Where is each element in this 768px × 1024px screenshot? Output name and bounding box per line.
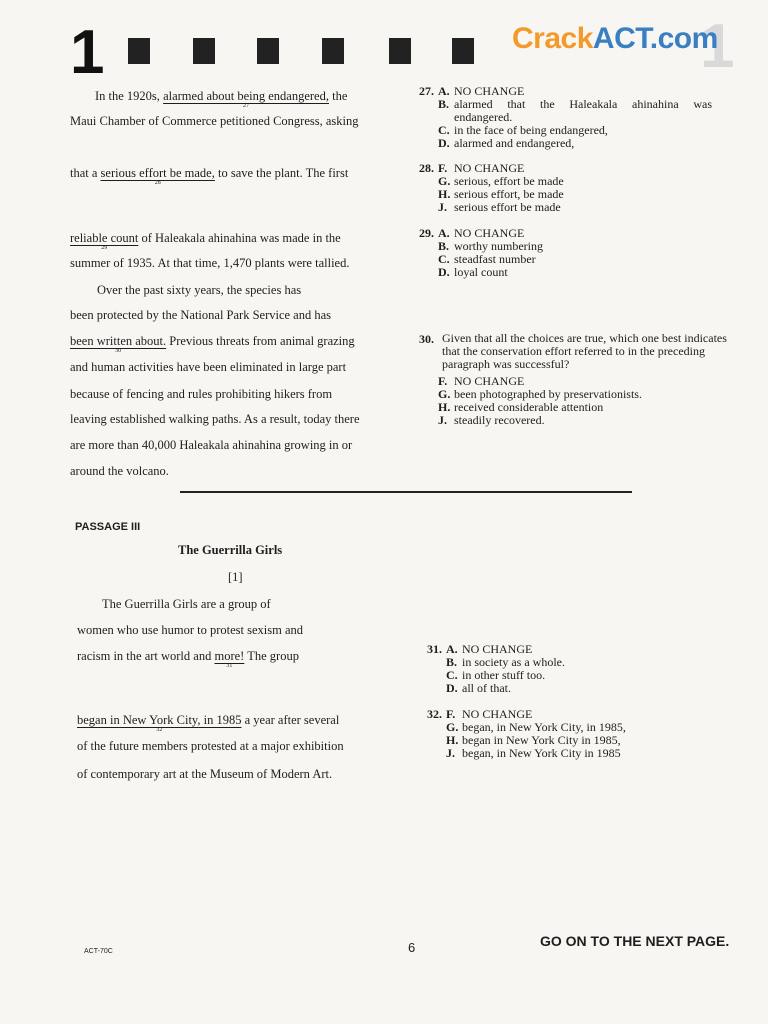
passage-line: The Guerrilla Girls are a group of [102, 597, 271, 611]
passage-line: of contemporary art at the Museum of Modern Art. [77, 767, 333, 781]
answer-choice[interactable]: serious effort, be made [454, 187, 564, 201]
answer-choice[interactable]: steadily recovered. [454, 413, 545, 427]
question-28: 28. F. NO CHANGE G. serious, effort be made H. serious effort, be made J. serious effort be made [412, 162, 712, 214]
answer-choice[interactable]: began, in New York City in 1985 [462, 746, 621, 760]
passage-line: Maui Chamber of Commerce petitioned Congress, asking [70, 114, 359, 128]
question-ref-number: 31 [226, 663, 233, 669]
section-number: 1 [70, 18, 105, 87]
passage-line: reliable count 29 of Haleakala ahinahina was made in the [70, 231, 341, 251]
underlined-portion-32: began in New York City, in 1985 32 [77, 713, 242, 733]
section-marker-square [452, 38, 474, 64]
passage-line: of the future members protested at a major exhibition [77, 739, 344, 753]
answer-choice[interactable]: received considerable attention [454, 400, 604, 414]
passage-line: leaving established walking paths. As a result, today there [70, 412, 360, 426]
question-31: 31. A. NO CHANGE B. in society as a whole. C. in other stuff too. D. all of that. [420, 643, 720, 695]
passage-line: summer of 1935. At that time, 1,470 plants were tallied. [70, 256, 350, 270]
question-ref-number: 30 [115, 348, 122, 354]
passage-line: racism in the art world and more! 31 The group [77, 649, 299, 669]
watermark-number: 1 [700, 12, 735, 81]
answer-choice[interactable]: alarmed and endangered, [454, 136, 575, 150]
answer-choice[interactable]: steadfast number [454, 252, 536, 266]
page-number: 6 [408, 940, 416, 955]
passage-line: In the 1920s, alarmed about being endangered, 27 the [95, 89, 348, 109]
passage-line: around the volcano. [70, 464, 169, 478]
answer-choice[interactable]: NO CHANGE [462, 642, 533, 656]
answer-choice[interactable]: NO CHANGE [454, 161, 525, 175]
passage-line: are more than 40,000 Haleakala ahinahina growing in or [70, 438, 353, 452]
underlined-portion-31: more! 31 [214, 649, 245, 669]
answer-choice[interactable]: worthy numbering [454, 239, 543, 253]
passage-line: women who use humor to protest sexism and [77, 623, 304, 637]
answer-choice[interactable]: serious, effort be made [454, 174, 564, 188]
section-divider [180, 491, 632, 493]
answer-choice[interactable]: in other stuff too. [462, 668, 546, 682]
answer-choice[interactable]: NO CHANGE [462, 707, 533, 721]
underlined-portion-27: alarmed about being endangered, 27 [163, 89, 329, 109]
brand-logo: CrackACT.com [512, 22, 718, 55]
passage-label: PASSAGE III [75, 521, 141, 533]
answer-choice[interactable]: NO CHANGE [454, 84, 525, 98]
question-27: 27. A. NO CHANGE B. alarmed that the Haleakala ahinahina was endangered. C. in the face of being endangered, D. alarmed and endangered, [419, 84, 712, 150]
section-marker-square [322, 38, 344, 64]
answer-choice[interactable]: NO CHANGE [454, 374, 525, 388]
passage-line: that a serious effort be made, 28 to save the plant. The first [70, 166, 349, 186]
passage-line: Over the past sixty years, the species has [97, 283, 302, 297]
answer-choice[interactable]: in society as a whole. [462, 655, 565, 669]
passage-line: and human activities have been eliminated in large part [70, 360, 347, 374]
answer-choice[interactable]: serious effort be made [454, 200, 561, 214]
passage-line: began in New York City, in 1985 32 a year after several [77, 713, 340, 733]
passage-title: The Guerrilla Girls [178, 543, 283, 557]
passage-line: been written about. 30 Previous threats from animal grazing [70, 334, 355, 354]
answer-choice[interactable]: began, in New York City, in 1985, [462, 720, 626, 734]
question-30: F. NO CHANGE G. been photographed by preservationists. H. received considerable attention J. steadily recovered. [412, 375, 712, 427]
section-marker-square [193, 38, 215, 64]
section-marker-square [389, 38, 411, 64]
question-30-stem: Given that all the choices are true, which one best indicates that the conservation effort referred to in the preceding paragraph was successful? [442, 331, 727, 371]
answer-choice[interactable]: in the face of being endangered, [454, 123, 608, 137]
question-ref-number: 28 [154, 180, 161, 186]
question-30-number: 30. [419, 332, 434, 346]
answer-choice[interactable]: alarmed that the Haleakala ahinahina was endangered. [454, 97, 712, 124]
passage-line: because of fencing and rules prohibiting hikers from [70, 387, 333, 401]
section-marker-square [257, 38, 279, 64]
underlined-portion-29: reliable count 29 [70, 231, 139, 251]
section-marker-square [128, 38, 150, 64]
question-32: 32. F. NO CHANGE G. began, in New York City, in 1985, H. began in New York City in 1985, J. began, in New York City in 1985 [420, 708, 720, 760]
paragraph-marker: [1] [228, 570, 243, 584]
question-ref-number: 32 [156, 727, 163, 733]
next-page-instruction: GO ON TO THE NEXT PAGE. [540, 933, 730, 949]
answer-choice[interactable]: began in New York City in 1985, [462, 733, 621, 747]
underlined-portion-30: been written about. 30 [70, 334, 167, 354]
form-code: ACT-70C [84, 948, 113, 955]
question-ref-number: 27 [243, 103, 250, 109]
question-ref-number: 29 [101, 245, 108, 251]
passage-line: been protected by the National Park Service and has [70, 308, 332, 322]
underlined-portion-28: serious effort be made, 28 [100, 166, 215, 186]
question-29: 29. A. NO CHANGE B. worthy numbering C. steadfast number D. loyal count [412, 227, 712, 279]
answer-choice[interactable]: loyal count [454, 265, 508, 279]
answer-choice[interactable]: all of that. [462, 681, 511, 695]
answer-choice[interactable]: been photographed by preservationists. [454, 387, 642, 401]
answer-choice[interactable]: NO CHANGE [454, 226, 525, 240]
